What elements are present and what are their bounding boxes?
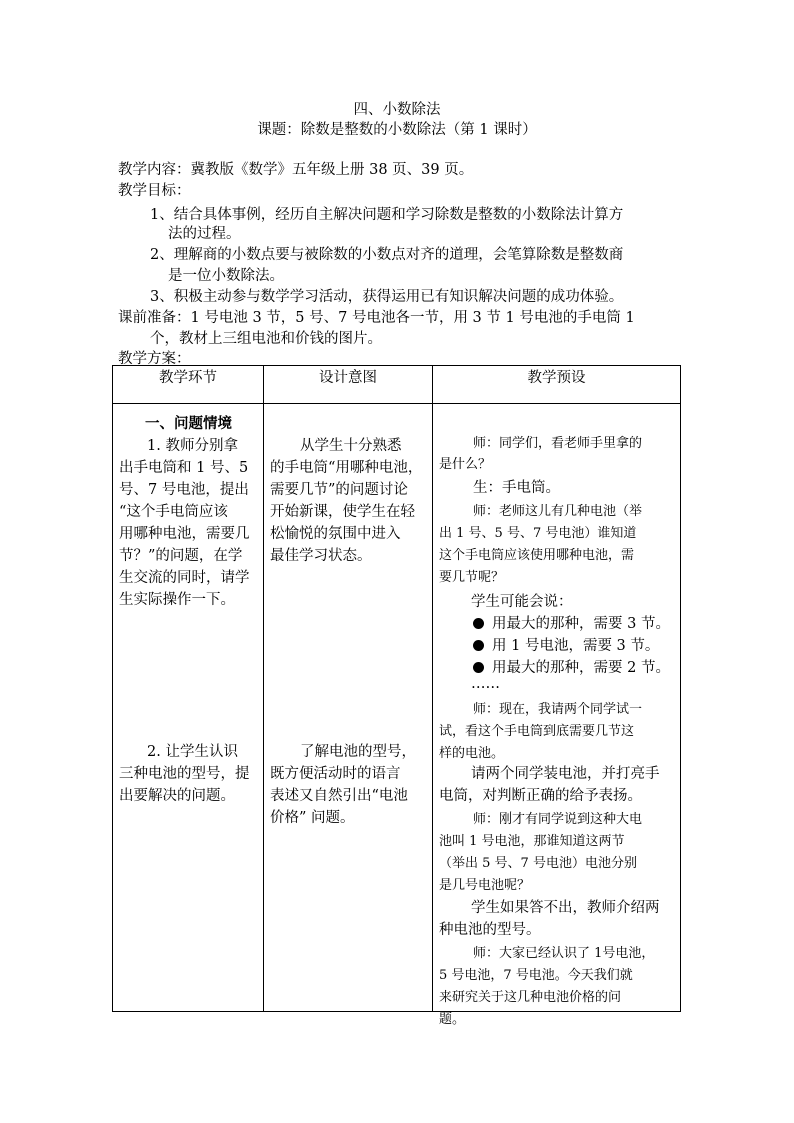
- goal-1-line-2: 法的过程。: [168, 226, 241, 242]
- teacher-line: 题。: [439, 1012, 466, 1027]
- intent2-line: 价格” 问题。: [270, 810, 355, 826]
- stage1-line: 生实际操作一下。: [119, 592, 235, 608]
- stage-cell: [113, 404, 264, 1012]
- table-body-row: [113, 404, 681, 1012]
- teacher-line: 出 1 号、5 号、7 号电池）谁知道: [439, 526, 637, 541]
- intent-cell: [264, 404, 433, 1012]
- stage2-line: 出要解决的问题。: [119, 788, 235, 804]
- intro-line: 种电池的型号。: [439, 922, 541, 938]
- teacher-line: 样的电池。: [439, 746, 505, 761]
- teacher-line: 师：现在，我请两个同学试一: [473, 702, 643, 717]
- intent2-line: 表述又自然引出“电池: [270, 788, 408, 804]
- goal-2-line-2: 是一位小数除法。: [168, 268, 284, 284]
- teaching-content: 教学内容：冀教版《数学》五年级上册 38 页、39 页。: [118, 162, 474, 178]
- teaching-plan-table: [112, 365, 681, 1027]
- prep-line-2: 个，教材上三组电池和价钱的图片。: [150, 331, 382, 347]
- lesson-title: 课题：除数是整数的小数除法（第 1 课时）: [257, 122, 537, 138]
- answer-bullet: [473, 634, 659, 655]
- chapter-title: 四、小数除法: [353, 102, 441, 118]
- stage1-line: “这个手电筒应该: [119, 504, 228, 520]
- teacher-line: 师：同学们，看老师手里拿的: [473, 436, 643, 451]
- stage1-line: 用哪种电池，需要几: [119, 526, 250, 542]
- teacher-line: 池叫 1 号电池，那谁知道这两节: [439, 834, 625, 849]
- activity-line: 电筒，对判断正确的给予表扬。: [439, 788, 642, 804]
- teacher-line: （举出 5 号、7 号电池）电池分别: [439, 856, 637, 871]
- activity-line: 请两个同学装电池，并打亮手: [471, 766, 660, 782]
- stage1-line: 1. 教师分别拿: [147, 438, 238, 454]
- intent1-line: 最佳学习状态。: [270, 548, 372, 564]
- table-header-row: [113, 366, 681, 404]
- answer-text: 用 1 号电池，需要 3 节。: [492, 638, 660, 654]
- stage1-line: 号、7 号电池，提出: [119, 482, 249, 498]
- teacher-line: 来研究关于这几种电池价格的问: [439, 990, 622, 1005]
- intent2-line: 了解电池的型号，: [300, 744, 416, 760]
- answer-bullet: [473, 656, 670, 677]
- teacher-line: 试，看这个手电筒到底需要几节这: [439, 724, 635, 739]
- section-title: 一、问题情境: [145, 415, 232, 432]
- teacher-line: 师：大家已经认识了 1号电池，: [473, 946, 655, 961]
- intent1-line: 松愉悦的氛围中进入: [270, 526, 401, 542]
- teacher-line: 师：老师这儿有几种电池（举: [473, 504, 643, 519]
- stage1-line: 节？”的问题，在学: [119, 548, 243, 564]
- header-stage: 教学环节: [113, 366, 264, 404]
- answer-text: 用最大的那种，需要 2 节。: [492, 660, 670, 676]
- intro-line: 学生如果答不出，教师介绍两: [471, 900, 660, 916]
- goals-label: 教学目标：: [118, 183, 191, 199]
- preset-cell: [433, 404, 681, 1027]
- teacher-line: 师：刚才有同学说到这种大电: [473, 812, 643, 827]
- stage2-line: 2. 让学生认识: [147, 744, 238, 760]
- teacher-line: 5 号电池，7 号电池。今天我们就: [439, 968, 633, 983]
- teacher-line: 要几节呢？: [439, 570, 505, 585]
- intent1-line: 开始新课，使学生在轻: [270, 504, 415, 520]
- answer-bullet: [473, 612, 670, 633]
- intent2-line: 既方便活动时的语言: [270, 766, 401, 782]
- student-line: 生：手电筒。: [473, 480, 560, 496]
- intent1-line: 需要几节”的问题讨论: [270, 482, 408, 498]
- header-intent: 设计意图: [264, 366, 433, 404]
- may-say-label: 学生可能会说：: [471, 594, 573, 610]
- ellipsis: ……: [471, 676, 500, 692]
- bullet-icon: [473, 640, 484, 651]
- plan-label: 教学方案：: [118, 351, 191, 367]
- intent1-line: 的手电筒“用哪种电池，: [270, 460, 423, 476]
- prep-line-1: 课前准备：1 号电池 3 节，5 号、7 号电池各一节，用 3 节 1 号电池的手电筒 1: [118, 310, 635, 326]
- goal-1-line-1: 1、结合具体事例，经历自主解决问题和学习除数是整数的小数除法计算方: [150, 207, 624, 223]
- header-preset: 教学预设: [433, 366, 681, 404]
- goal-3: 3、积极主动参与数学学习活动，获得运用已有知识解决问题的成功体验。: [150, 289, 624, 305]
- intent1-line: 从学生十分熟悉: [300, 438, 402, 454]
- teacher-line: 这个手电筒应该使用哪种电池，需: [439, 548, 635, 563]
- stage1-line: 出手电筒和 1 号、5: [119, 460, 249, 476]
- stage1-line: 生交流的同时，请学: [119, 570, 250, 586]
- goal-2-line-1: 2、理解商的小数点要与被除数的小数点对齐的道理，会笔算除数是整数商: [150, 247, 624, 263]
- teacher-line: 是几号电池呢？: [439, 878, 531, 893]
- teacher-line: 是什么？: [439, 457, 492, 472]
- bullet-icon: [473, 662, 484, 673]
- stage2-line: 三种电池的型号，提: [119, 766, 250, 782]
- bullet-icon: [473, 618, 484, 629]
- answer-text: 用最大的那种，需要 3 节。: [492, 616, 670, 632]
